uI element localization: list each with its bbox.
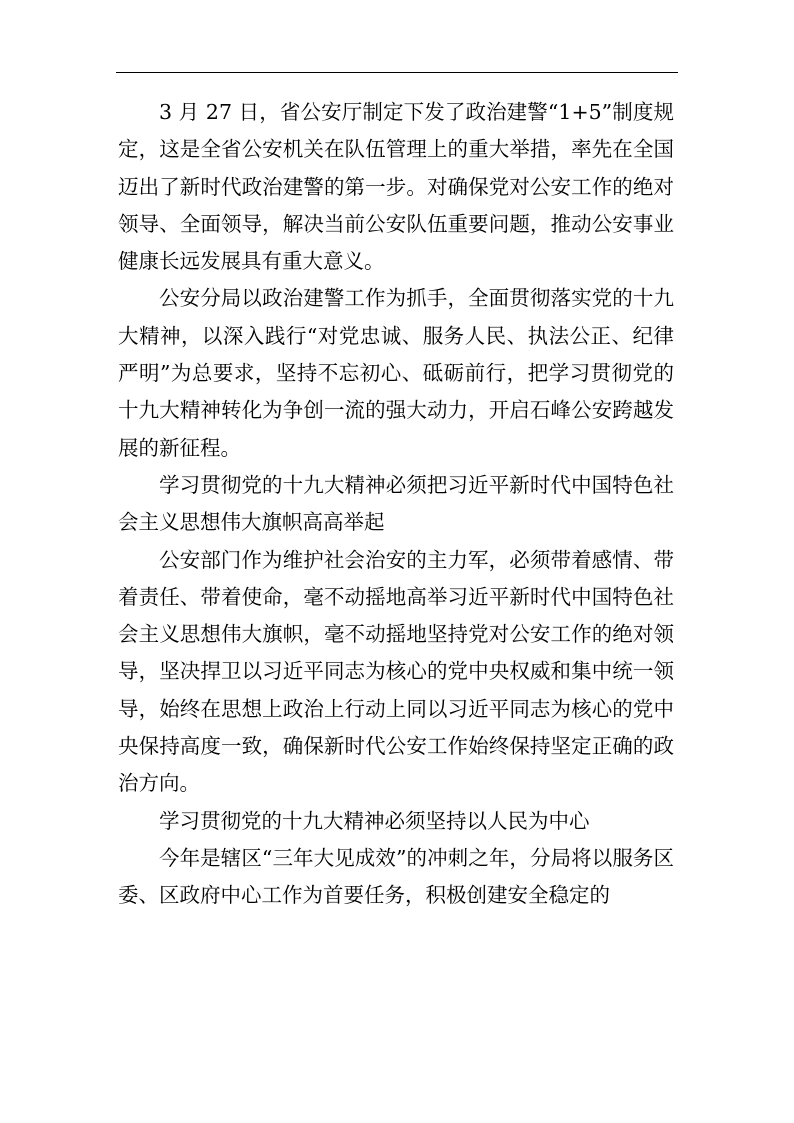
document-body (118, 94, 674, 915)
paragraph-4: 公安部门作为维护社会治安的主力军，必须带着感情、带着责任、带着使命，毫不动摇地高举习近平新时代中国特色社会主义思想伟大旗帜，毫不动摇地坚持党对公安工作的绝对领导，坚决捍卫以习近平同志为核心的党中央权威和集中统一领导，始终在思想上政治上行动上同以习近平同志为核心的党中央保持高度一致，确保新时代公安工作始终保持坚定正确的政治方向。 (118, 547, 674, 796)
paragraph-2: 公安分局以政治建警工作为抓手，全面贯彻落实党的十九大精神，以深入践行“对党忠诚、服务人民、执法公正、纪律严明”为总要求，坚持不忘初心、砥砺前行，把学习贯彻党的十九大精神转化为争创一流的强大动力，开启石峰公安跨越发展的新征程。 (118, 286, 674, 460)
paragraph-6: 今年是辖区“三年大见成效”的冲刺之年，分局将以服务区委、区政府中心工作为首要任务，积极创建安全稳定的 (118, 845, 674, 908)
paragraph-5-heading: 学习贯彻党的十九大精神必须坚持以人民为中心 (159, 808, 590, 833)
paragraph-3-heading: 学习贯彻党的十九大精神必须把习近平新时代中国特色社会主义思想伟大旗帜高高举起 (118, 472, 674, 535)
paragraph-1: 3 月 27 日，省公安厅制定下发了政治建警“1+5”制度规定，这是全省公安机关在队伍管理上的重大举措，率先在全国迈出了新时代政治建警的第一步。对确保党对公安工作的绝对领导、全面领导，解决当前公安队伍重要问题，推动公安事业健康长远发展具有重大意义。 (118, 100, 674, 274)
header-rule (116, 72, 678, 73)
